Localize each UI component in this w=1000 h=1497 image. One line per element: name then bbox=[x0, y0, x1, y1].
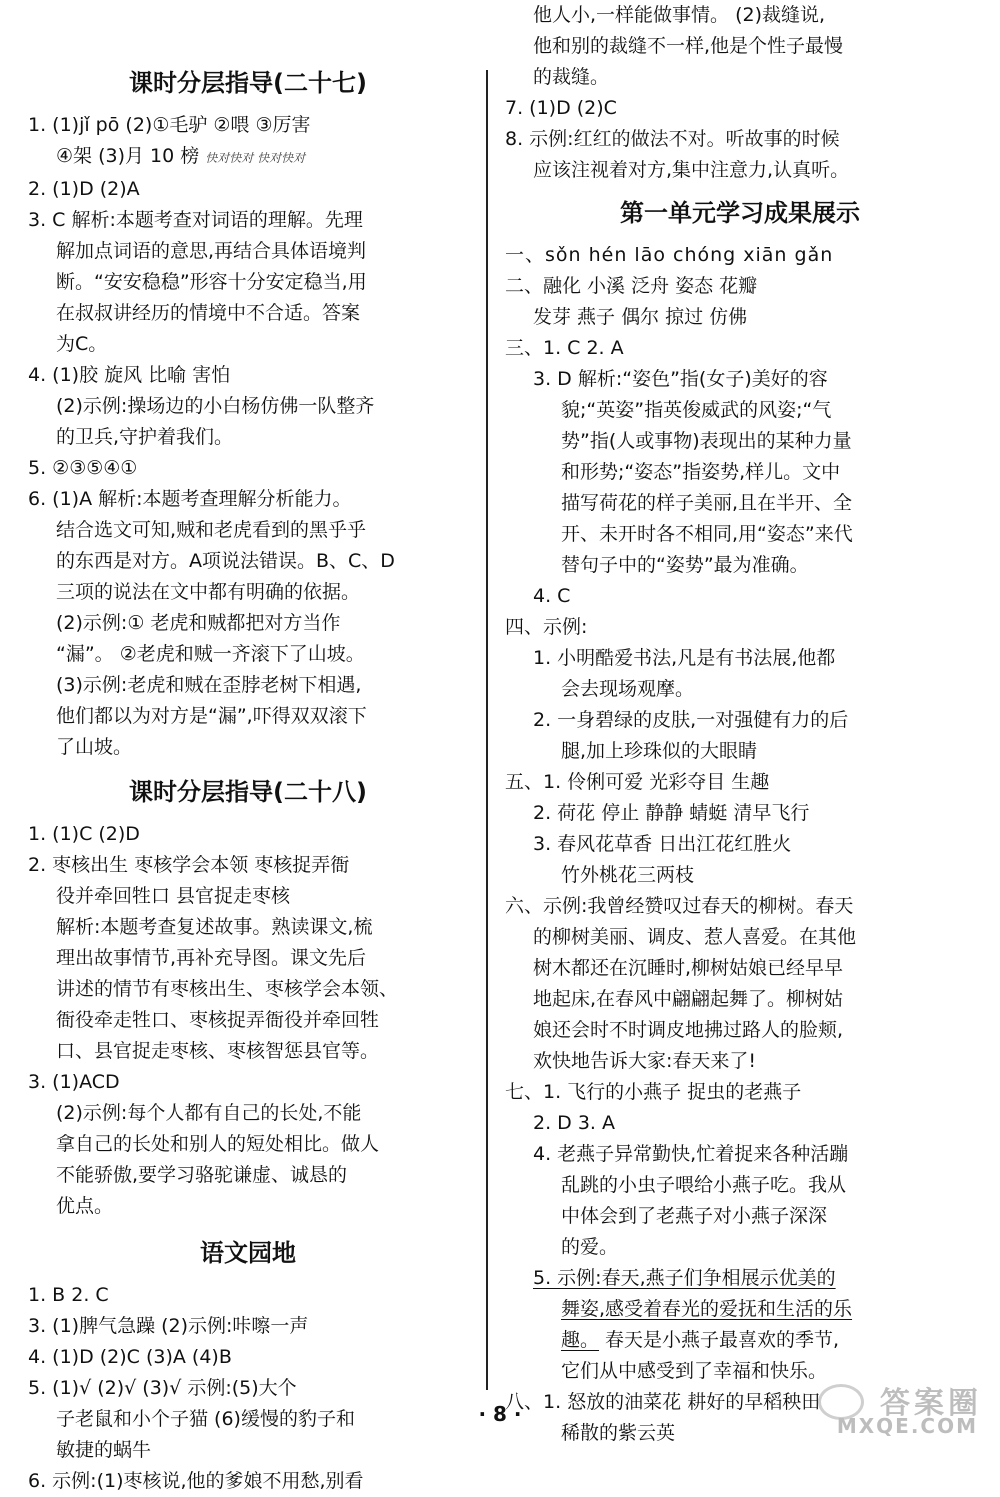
answer-line: (2)示例:每个人都有自己的长处,不能 bbox=[56, 1102, 362, 1124]
answer-line: 口、县官捉走枣核、枣核智惩县官等。 bbox=[56, 1040, 380, 1062]
right-column bbox=[505, 0, 975, 1449]
answer-line: 娘还会时不时调皮地拂过路人的脸颊, bbox=[533, 1019, 844, 1041]
answer-line: 的卫兵,守护着我们。 bbox=[56, 426, 234, 448]
answer-line: 描写荷花的样子美丽,且在半开、全 bbox=[561, 492, 853, 514]
answer-line: (2)示例:① 老虎和贼都把对方当作 bbox=[56, 612, 341, 634]
answer-line: 优点。 bbox=[56, 1195, 114, 1217]
column-divider bbox=[486, 70, 488, 1390]
answer-line: 腿,加上珍珠似的大眼睛 bbox=[561, 740, 758, 762]
answer-line: 拿自己的长处和别人的短处相比。做人 bbox=[56, 1133, 380, 1155]
answer-line: 讲述的情节有枣核出生、枣核学会本领、 bbox=[56, 978, 399, 1000]
answer-line: 他们都以为对方是“漏”,吓得双双滚下 bbox=[56, 705, 367, 727]
answer-line: 五、1. 伶俐可爱 光彩夺目 生趣 bbox=[505, 771, 770, 793]
answer-line: 竹外桃花三两枝 bbox=[561, 864, 695, 886]
answer-line bbox=[505, 1263, 975, 1294]
answer-line: “漏”。 ②老虎和贼一齐滚下了山坡。 bbox=[56, 643, 365, 665]
answer-line: 的裁缝。 bbox=[533, 66, 610, 88]
answer-line: 7. (1)D (2)C bbox=[505, 97, 617, 119]
answer-line: 3. (1)ACD bbox=[28, 1071, 120, 1093]
answer-line: 乱跳的小虫子喂给小燕子吃。我从 bbox=[561, 1174, 847, 1196]
answer-line: 解加点词语的意思,再结合具体语境判 bbox=[56, 240, 367, 262]
answer-line: 趣。 春天是小燕子最喜欢的季节, bbox=[561, 1329, 840, 1351]
answer-line: 敏捷的蜗牛 bbox=[56, 1439, 152, 1461]
answer-line: 断。“安安稳稳”形容十分安定稳当,用 bbox=[56, 271, 367, 293]
answer-line: 的爱。 bbox=[561, 1236, 619, 1258]
answer-line: ④架 (3)月 10 榜 快对快对 快对快对 bbox=[56, 145, 306, 167]
underlined-text: 舞姿,感受着春光的爱抚和生活的乐 bbox=[561, 1298, 853, 1320]
answer-line: 欢快地告诉大家:春天来了! bbox=[533, 1050, 757, 1072]
answer-line: 衙役牵走牲口、枣核捉弄衙役并牵回牲 bbox=[56, 1009, 380, 1031]
answer-line: 3. (1)脾气急躁 (2)示例:咔嚓一声 bbox=[28, 1315, 309, 1337]
answer-line: 会去现场观摩。 bbox=[561, 678, 695, 700]
answer-line: 子老鼠和小个子猫 (6)缓慢的豹子和 bbox=[56, 1408, 355, 1430]
underlined-text: 趣。 bbox=[561, 1329, 600, 1351]
answer-line: 3. C 解析:本题考查对词语的理解。先理 bbox=[28, 209, 363, 231]
answer-line: 三项的说法在文中都有明确的依据。 bbox=[56, 581, 361, 603]
answer-line: 稀散的紫云英 bbox=[561, 1422, 676, 1444]
answer-line: 理出故事情节,再补充导图。课文先后 bbox=[56, 947, 367, 969]
answer-line: (2)示例:操场边的小白杨仿佛一队整齐 bbox=[56, 395, 375, 417]
answer-line: 解析:本题考查复述故事。熟读课文,梳 bbox=[56, 916, 373, 938]
answer-line: 应该注视着对方,集中注意力,认真听。 bbox=[533, 159, 850, 181]
watermark-url: MXQE.COM bbox=[836, 1414, 978, 1438]
answer-line: 5. ②③⑤④① bbox=[28, 457, 138, 479]
answer-line: 4. 老燕子异常勤快,忙着捉来各种活蹦 bbox=[533, 1143, 849, 1165]
answer-line: 他和别的裁缝不一样,他是个性子最慢 bbox=[533, 35, 844, 57]
answer-line: 开、未开时各不相同,用“姿态”来代 bbox=[561, 523, 853, 545]
answer-line: (3)示例:老虎和贼在歪脖老树下相遇, bbox=[56, 674, 362, 696]
page-number: · 8 · bbox=[478, 1402, 522, 1426]
answer-line: 1. (1)C (2)D bbox=[28, 823, 140, 845]
section-title-28: 课时分层指导(二十八) bbox=[129, 778, 367, 806]
answer-line: 2. 枣核出生 枣核学会本领 枣核捉弄衙 bbox=[28, 854, 350, 876]
answer-line: 4. C bbox=[533, 585, 571, 607]
answer-line: 3. D 解析:“姿色”指(女子)美好的容 bbox=[533, 368, 828, 390]
handwritten-note: 快对快对 快对快对 bbox=[205, 151, 306, 165]
answer-line: 它们从中感受到了幸福和快乐。 bbox=[561, 1360, 828, 1382]
answer-line: 八、1. 怒放的油菜花 耕好的早稻秧田 bbox=[505, 1391, 821, 1413]
answer-line: 6. (1)A 解析:本题考查理解分析能力。 bbox=[28, 488, 352, 510]
answer-line: 树木都还在沉睡时,柳树姑娘已经早早 bbox=[533, 957, 844, 979]
answer-line: 和形势;“姿态”指姿势,样儿。文中 bbox=[561, 461, 841, 483]
answer-line: 5. (1)√ (2)√ (3)√ 示例:(5)大个 bbox=[28, 1377, 297, 1399]
answer-line: 一、sǒn hén lāo chóng xiān gǎn bbox=[505, 244, 834, 266]
answer-line: 六、示例:我曾经赞叹过春天的柳树。春天 bbox=[505, 895, 854, 917]
answer-line: 发芽 燕子 偶尔 掠过 仿佛 bbox=[533, 306, 748, 328]
answer-line: 3. 春风花草香 日出江花红胜火 bbox=[533, 833, 792, 855]
answer-line: 役并牵回牲口 县官捉走枣核 bbox=[56, 885, 291, 907]
answer-line: 2. D 3. A bbox=[533, 1112, 616, 1134]
answer-line: 4. (1)胶 旋风 比喻 害怕 bbox=[28, 364, 231, 386]
answer-line: 中体会到了老燕子对小燕子深深 bbox=[561, 1205, 828, 1227]
answer-line: 他人小,一样能做事情。 (2)裁缝说, bbox=[533, 4, 826, 26]
answer-line: 结合选文可知,贼和老虎看到的黑乎乎 bbox=[56, 519, 367, 541]
answer-line: 的东西是对方。A项说法错误。B、C、D bbox=[56, 550, 395, 572]
section-title-27: 课时分层指导(二十七) bbox=[129, 69, 367, 97]
answer-line: 不能骄傲,要学习骆驼谦虚、诚恳的 bbox=[56, 1164, 348, 1186]
answer-line: 1. 小明酷爱书法,凡是有书法展,他都 bbox=[533, 647, 836, 669]
answer-line: 的柳树美丽、调皮、惹人喜爱。在其他 bbox=[533, 926, 857, 948]
answer-line: 地起床,在春风中翩翩起舞了。柳树姑 bbox=[533, 988, 844, 1010]
answer-line: 2. (1)D (2)A bbox=[28, 178, 140, 200]
answer-line: 1. (1)jǐ pō (2)①毛驴 ②喂 ③厉害 bbox=[28, 114, 311, 136]
answer-line bbox=[505, 1294, 975, 1325]
answer-line: 二、融化 小溪 泛舟 姿态 花瓣 bbox=[505, 275, 758, 297]
watermark-logo bbox=[782, 1378, 982, 1440]
answer-line: 貌;“英姿”指英俊威武的风姿;“气 bbox=[561, 399, 832, 421]
answer-line: 4. (1)D (2)C (3)A (4)B bbox=[28, 1346, 232, 1368]
answer-line: 四、示例: bbox=[505, 616, 588, 638]
answer-line: 了山坡。 bbox=[56, 736, 133, 758]
answer-line: 三、1. C 2. A bbox=[505, 337, 624, 359]
answer-line: 8. 示例:红红的做法不对。听故事的时候 bbox=[505, 128, 840, 150]
answer-line: 替句子中的“姿势”最为准确。 bbox=[561, 554, 809, 576]
watermark-text: 答案圈 bbox=[880, 1386, 982, 1421]
answer-line: 1. B 2. C bbox=[28, 1284, 109, 1306]
answer-line: 为C。 bbox=[56, 333, 108, 355]
answer-line: 2. 一身碧绿的皮肤,一对强健有力的后 bbox=[533, 709, 849, 731]
answer-line: 势”指(人或事物)表现出的某种力量 bbox=[561, 430, 852, 452]
answer-line: 在叔叔讲经历的情境中不合适。答案 bbox=[56, 302, 361, 324]
answer-line: 2. 荷花 停止 静静 蜻蜓 清早飞行 bbox=[533, 802, 810, 824]
left-column bbox=[28, 62, 468, 1497]
section-title-unit-one: 第一单元学习成果展示 bbox=[620, 199, 860, 227]
answer-line: 七、1. 飞行的小燕子 捉虫的老燕子 bbox=[505, 1081, 802, 1103]
answer-line: 6. 示例:(1)枣核说,他的爹娘不用愁,别看 bbox=[28, 1470, 364, 1492]
section-title-yuwen-yuandi: 语文园地 bbox=[200, 1239, 296, 1267]
underlined-text: 5. 示例:春天,燕子们争相展示优美的 bbox=[533, 1267, 836, 1289]
